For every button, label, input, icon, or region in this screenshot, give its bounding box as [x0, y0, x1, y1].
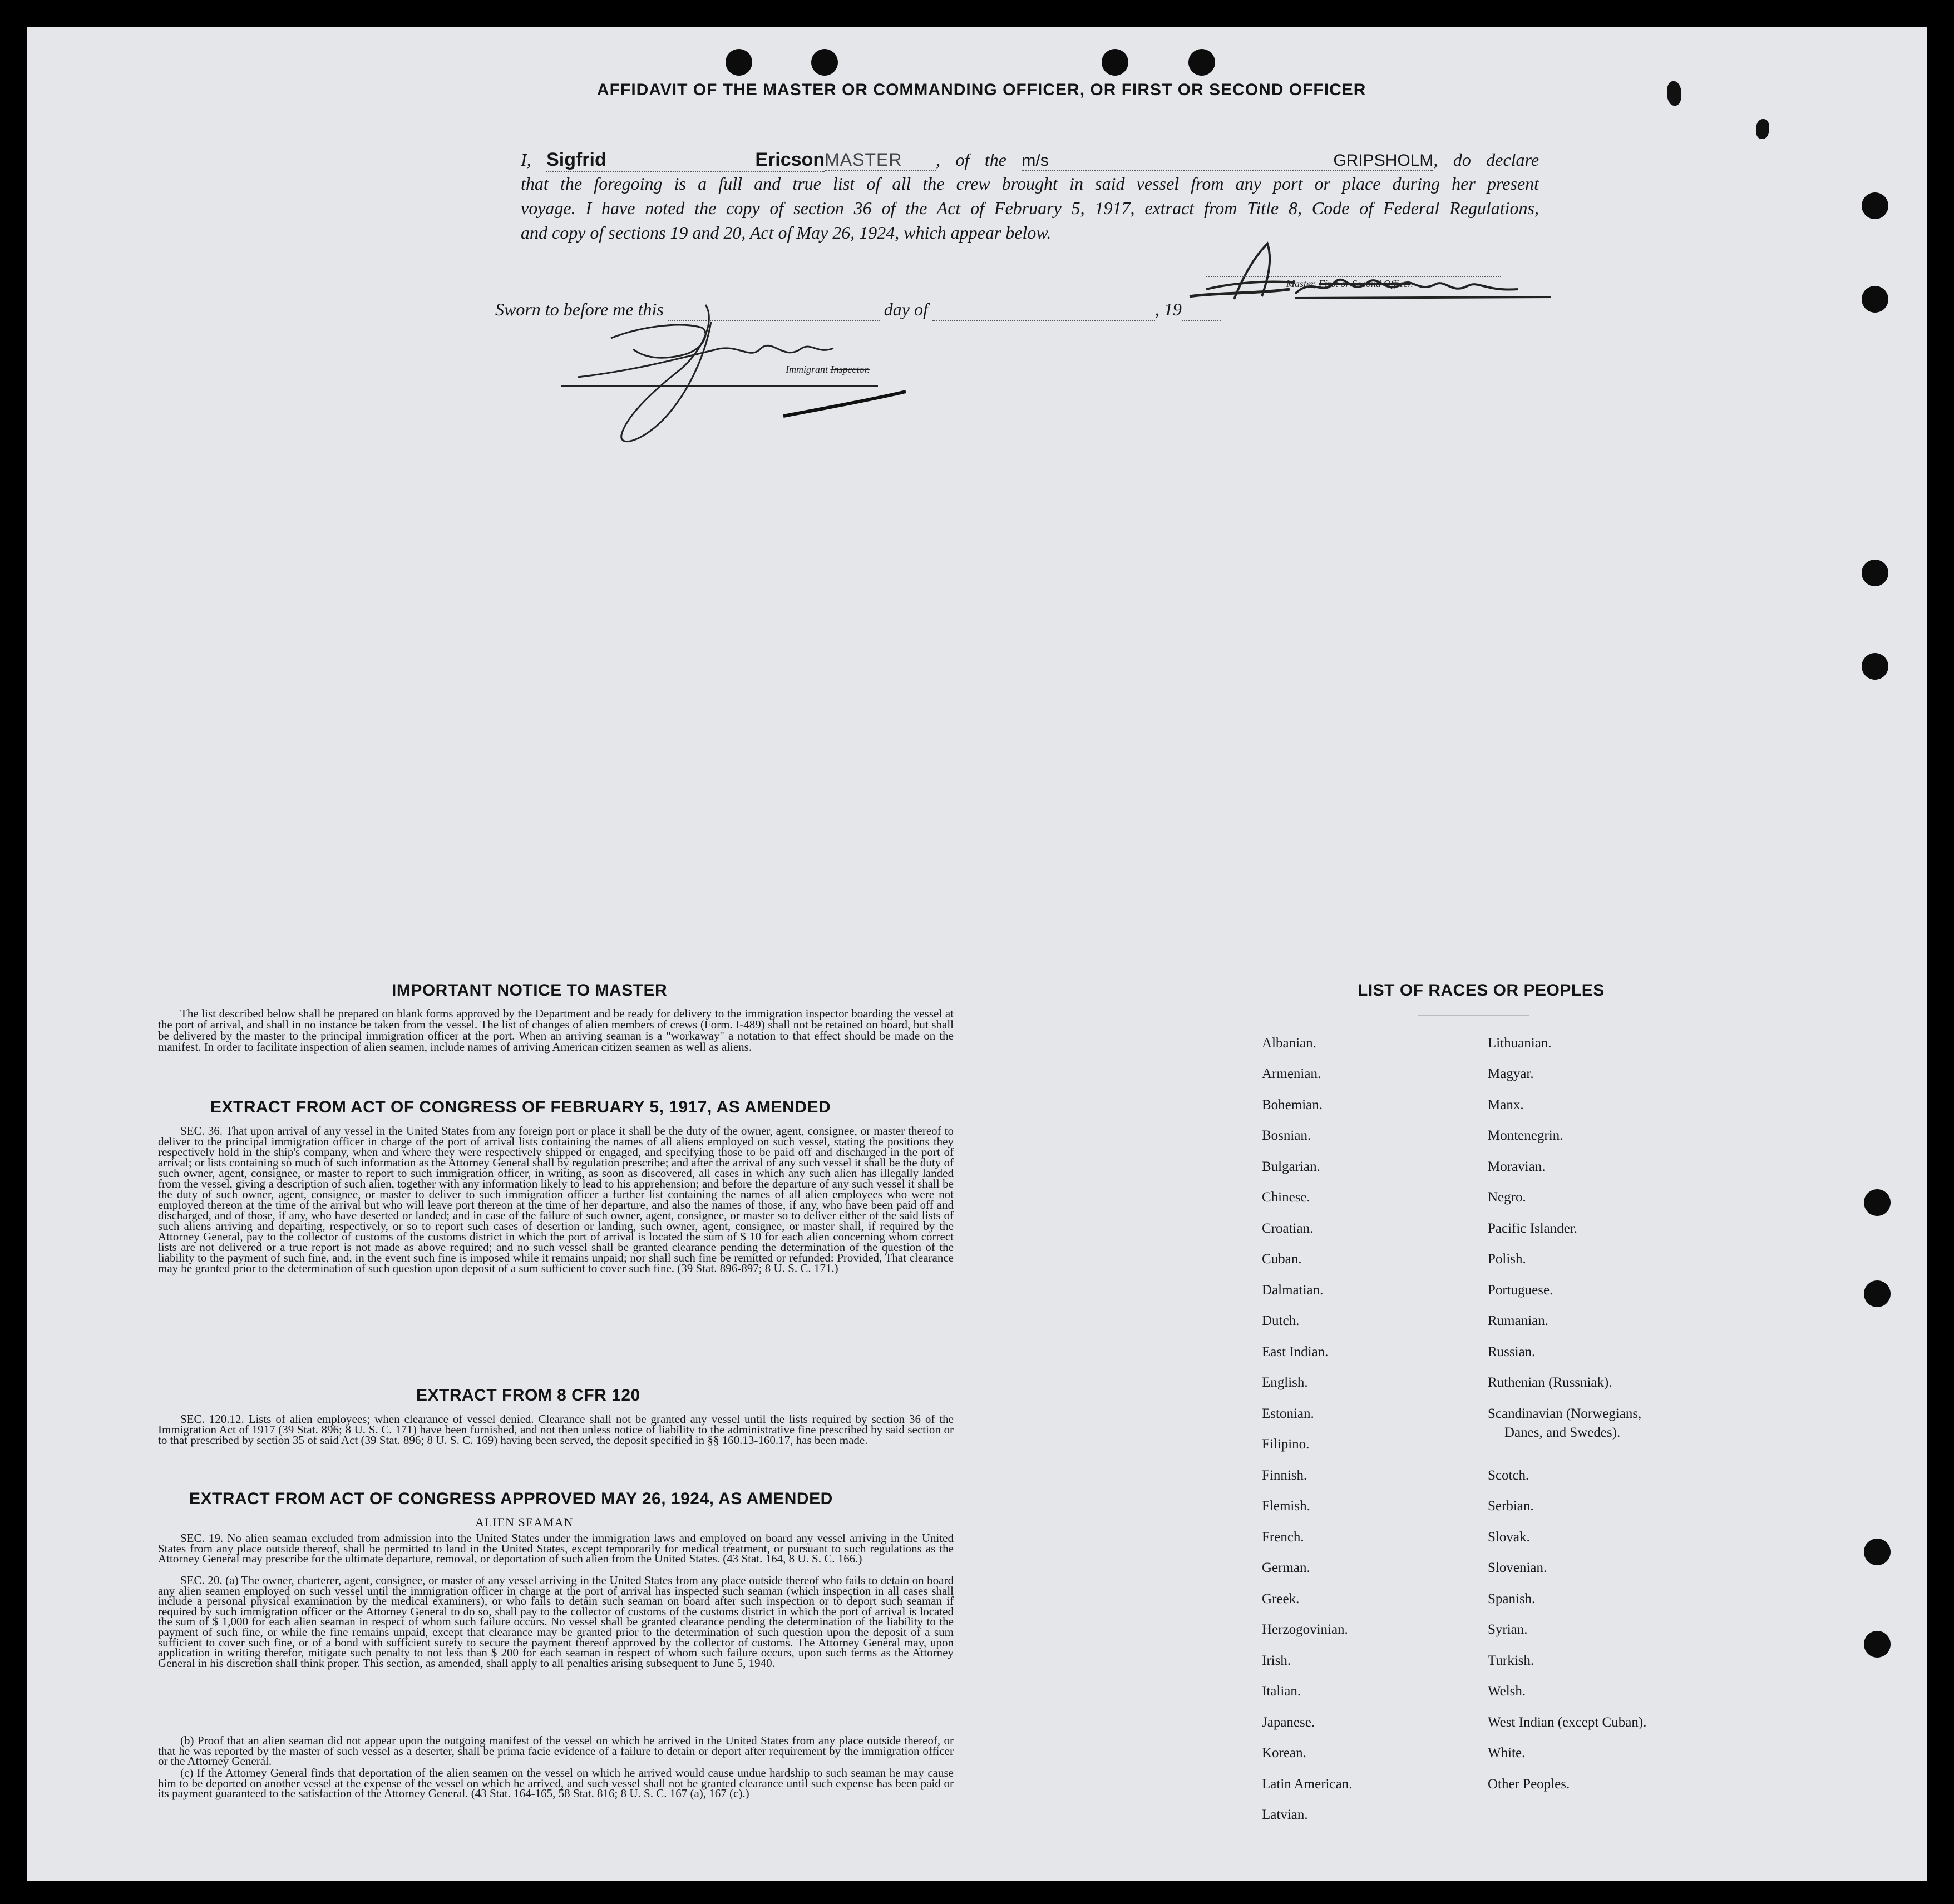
master-label-end: .	[1410, 278, 1413, 289]
race-left-item: English.	[1262, 1375, 1308, 1390]
race-left-item: French.	[1262, 1530, 1304, 1545]
edge-mark	[1667, 81, 1681, 106]
affidavit-line-4: and copy of sections 19 and 20, Act of May 26, 1924, which appear below.	[521, 222, 1052, 243]
race-right-item: Portuguese.	[1488, 1283, 1553, 1298]
race-right-item: Spanish.	[1488, 1591, 1536, 1606]
punch-hole	[811, 49, 838, 76]
punch-hole	[1862, 560, 1888, 586]
race-right-item: Scandinavian (Norwegians,	[1488, 1406, 1642, 1421]
punch-hole	[1864, 1189, 1891, 1216]
race-right-item: Turkish.	[1488, 1653, 1534, 1668]
master-label-underline	[1206, 276, 1501, 277]
extract-1924-subtitle: ALIEN SEAMAN	[475, 1515, 574, 1529]
race-left-item: Albanian.	[1262, 1036, 1316, 1051]
race-left-item: Latin American.	[1262, 1777, 1353, 1792]
affidavit-title: AFFIDAVIT OF THE MASTER OR COMMANDING OFFICER, OR FIRST OR SECOND OFFICER	[597, 81, 1366, 99]
race-right-item: Magyar.	[1488, 1066, 1534, 1081]
race-left-item: Korean.	[1262, 1745, 1306, 1760]
race-left-item: Croatian.	[1262, 1221, 1314, 1236]
inspector-label-plain: Immigrant	[786, 364, 828, 375]
notice-text: The list described below shall be prepared on blank forms approved by the Department and be ready for delivery to the immigration inspector boarding the vessel at the port of arrival, and shall in no instance be taken from the vessel. The list of changes of alien members of crews (Form. I-489) shall not be retained on board, but shall be delivered by the master to the principal immigration officer at the port. When an arriving seaman is a "workaway" a notation to that effect should be made on the manifest. In order to facilitate inspection of alien seamen, include names of arriving American citizen seamen as well as aliens.	[158, 1007, 954, 1054]
race-left-item: Dutch.	[1262, 1313, 1300, 1328]
document-page	[27, 27, 1927, 1881]
punch-hole	[1862, 192, 1888, 219]
extract-cfr-title: EXTRACT FROM 8 CFR 120	[416, 1386, 640, 1404]
race-left-item: Irish.	[1262, 1653, 1291, 1668]
master-signature	[1184, 227, 1573, 322]
race-right-item: Montenegrin.	[1488, 1128, 1563, 1143]
race-right-item: Danes, and Swedes).	[1504, 1425, 1621, 1440]
race-left-item: East Indian.	[1262, 1344, 1329, 1359]
race-right-item: Ruthenian (Russniak).	[1488, 1375, 1612, 1390]
race-left-item: Flemish.	[1262, 1499, 1310, 1514]
race-left-item: Bohemian.	[1262, 1097, 1323, 1112]
affidavit-line-3: voyage. I have noted the copy of section 36 of the Act of February 5, 1917, extract from Title 8, Code of Federal Regulations,	[521, 198, 1539, 218]
punch-hole	[1864, 1631, 1891, 1658]
vessel-name: m/s GRIPSHOLM	[1022, 151, 1434, 170]
rank-field	[825, 150, 936, 171]
races-title: LIST OF RACES OR PEOPLES	[1358, 981, 1605, 1000]
race-left-item: Bosnian.	[1262, 1128, 1311, 1143]
races-title-rule	[1418, 1015, 1529, 1016]
race-right-item: Manx.	[1488, 1097, 1524, 1112]
punch-hole	[1864, 1280, 1891, 1307]
race-right-item: Scotch.	[1488, 1468, 1529, 1483]
punch-hole	[1864, 1539, 1891, 1565]
punch-hole	[1188, 49, 1215, 76]
race-left-item: Greek.	[1262, 1591, 1300, 1606]
extract-1924-sec20c: (c) If the Attorney General finds that deportation of the alien seamen on the vessel on which he arrived would cause undue hardship to such seaman he may cause him to be deported on another vessel at the expense of the vessel on which he arrived, and such vessel shall not be granted clearance until such expense has been paid or its payment guaranteed to the satisfaction of the Attorney General. (43 Stat. 164-165, 58 Stat. 816; 8 U. S. C. 167 (a), 167 (c).)	[158, 1766, 954, 1801]
race-left-item: Dalmatian.	[1262, 1283, 1324, 1298]
race-left-item: Estonian.	[1262, 1406, 1314, 1421]
race-left-item: Italian.	[1262, 1684, 1301, 1699]
extract-1917-title: EXTRACT FROM ACT OF CONGRESS OF FEBRUARY 5, 1917, AS AMENDED	[210, 1098, 831, 1116]
punch-hole	[726, 49, 752, 76]
race-left-item: Finnish.	[1262, 1468, 1307, 1483]
race-left-item: Herzogovinian.	[1262, 1622, 1348, 1637]
race-left-item: German.	[1262, 1560, 1310, 1575]
race-left-item: Latvian.	[1262, 1807, 1308, 1822]
race-right-item: Polish.	[1488, 1252, 1526, 1267]
inspector-signature-label	[786, 364, 870, 375]
race-right-item: Negro.	[1488, 1190, 1526, 1205]
vessel-field	[1022, 150, 1433, 171]
year-prefix: , 19	[1154, 299, 1182, 319]
race-left-item: Filipino.	[1262, 1437, 1310, 1452]
punch-hole	[1862, 286, 1888, 313]
sworn-label: Sworn to before me this	[495, 299, 664, 319]
race-left-item: Chinese.	[1262, 1190, 1310, 1205]
race-left-item: Bulgarian.	[1262, 1159, 1320, 1174]
race-right-item: Syrian.	[1488, 1622, 1528, 1637]
race-right-item: Lithuanian.	[1488, 1036, 1552, 1051]
extract-1924-title: EXTRACT FROM ACT OF CONGRESS APPROVED MAY 26, 1924, AS AMENDED	[189, 1490, 833, 1508]
race-right-item: Welsh.	[1488, 1684, 1526, 1699]
inspector-label-struck: Inspector.	[830, 364, 870, 375]
extract-1917-text: SEC. 36. That upon arrival of any vessel in the United States from any foreign port or place it shall be the duty of the owner, agent, consignee, or master thereof to deliver to the principal immigration officer in charge of the port of arrival lists containing the names of all aliens employed on such vessel, stating the positions they respectively hold in the ship's company, when and where they were respectively shipped or engaged, and specifying those to be paid off and discharged in the port of arrival; or lists containing so much of such information as the Attorney General shall by regulation prescribe; and after the arrival of any such vessel it shall be the duty of such owner, agent, consignee, or master to report to such immigration officer, in writing, as soon as discovered, all cases in which any such alien has illegally landed from the vessel, giving a description of such alien, together with any information likely to lead to his apprehension; and before the departure of any such vessel it shall be the duty of such owner, agent, consignee, or master to deliver to such immigration officer a further list containing the names of all alien employees who were not employed thereon at the time of the arrival but who will leave port thereon at the time of her departure, and also the names of those, if any, who have been paid off and discharged, and of those, if any, who have deserted or landed; and in case of the failure of such owner, agent, consignee, or master so to deliver either of the said lists of such aliens arriving and departing, respectively, or so to report such cases of desertion or landing, such owner, agent, consignee, or master shall, if required by the Attorney General, pay to the collector of customs of the customs district in which the port of arrival is located the sum of $ 10 for each alien concerning whom correct lists are not delivered or a true report is not made as above required; and no such vessel shall be granted clearance pending the determination of the question of the liability to the payment of such fine, and, in the event such fine is imposed while it remains unpaid; nor shall such fine be remitted or refunded: Provided, That clearance may be granted prior to the determination of such question upon deposit of a sum sufficient to cover such fine. (39 Stat. 896-897; 8 U. S. C. 171.)	[158, 1124, 954, 1275]
master-name: Sigfrid Ericson	[546, 149, 825, 170]
rank-stamp: MASTER	[825, 150, 902, 170]
race-right-item: Slovenian.	[1488, 1560, 1547, 1575]
race-right-item: Other Peoples.	[1488, 1777, 1570, 1792]
punch-hole	[1102, 49, 1128, 76]
of-the-label: , of the	[936, 150, 1006, 170]
race-right-item: Moravian.	[1488, 1159, 1546, 1174]
extract-1924-sec19: SEC. 19. No alien seaman excluded from admission into the United States under the immigration laws and employed on board any vessel arriving in the United States from any place outside thereof, shall be permitted to land in the United States, except temporarily for medical treatment, or pursuant to such regulations as the Attorney General may prescribe for the ultimate departure, removal, or deportation of such alien from the United States. (43 Stat. 164, 8 U. S. C. 166.)	[158, 1531, 954, 1566]
affidavit-line-1	[521, 149, 1539, 172]
race-left-item: Japanese.	[1262, 1715, 1315, 1730]
day-of-label: day of	[884, 299, 928, 319]
race-right-item: West Indian (except Cuban).	[1488, 1715, 1647, 1730]
notice-title: IMPORTANT NOTICE TO MASTER	[392, 981, 668, 1000]
edge-mark	[1756, 119, 1769, 139]
race-right-item: Russian.	[1488, 1344, 1536, 1359]
master-label-struck: First or Second Officer	[1319, 278, 1411, 289]
inspector-signature	[550, 288, 973, 455]
punch-hole	[1862, 653, 1888, 680]
sworn-year-field	[1182, 299, 1221, 321]
race-right-item: Rumanian.	[1488, 1313, 1549, 1328]
race-right-item: White.	[1488, 1745, 1526, 1760]
race-right-item: Serbian.	[1488, 1499, 1534, 1514]
do-declare-label: , do declare	[1433, 150, 1539, 170]
master-label-plain: Master,	[1286, 278, 1316, 289]
race-right-item: Pacific Islander.	[1488, 1221, 1578, 1236]
race-right-item: Slovak.	[1488, 1530, 1530, 1545]
master-signature-label	[1286, 278, 1413, 290]
extract-cfr-text: SEC. 120.12. Lists of alien employees; when clearance of vessel denied. Clearance shall not be granted any vessel until the lists required by section 36 of the Immigration Act of 1917 (39 Stat. 896; 8 U. S. C. 171) have been furnished, and not then unless notice of liability to the administrative fine prescribed by said section or to that prescribed by section 35 of said Act (39 Stat. 896; 8 U. S. C. 169) having been served, the deposit specified in §§ 160.13-160.17, has been made.	[158, 1412, 954, 1447]
race-left-item: Cuban.	[1262, 1252, 1302, 1267]
i-label: I,	[521, 150, 531, 170]
race-left-item: Armenian.	[1262, 1066, 1321, 1081]
extract-1924-sec20b: (b) Proof that an alien seaman did not appear upon the outgoing manifest of the vessel on which he arrived in the United States from any place outside thereof, or that he was reported by the master of such vessel as a deserter, shall be prima facie evidence of a failure to detain or deport after requirement by the immigration officer or the Attorney General.	[158, 1734, 954, 1768]
extract-1924-sec20a: SEC. 20. (a) The owner, charterer, agent, consignee, or master of any vessel arriving in the United States from any place outside thereof who fails to detain on board any alien seamen employed on such vessel until the immigration officer in charge at the port of arrival has inspected such seaman (which inspection in all cases shall include a personal physical examination by the medical examiners), or who fails to detain such seaman on board after such inspection or to deport such seaman if required by such immigration officer or the Attorney General to do so, shall pay to the collector of customs of the customs district in which the port of arrival is located the sum of $ 1,000 for each alien seaman in respect of whom such failure occurs. No vessel shall be granted clearance pending the determination of the liability to the payment of such fine, or while the fine remains unpaid, except that clearance may be granted prior to the determination of such question upon the deposit of a sum sufficient to cover such fine, or of a bond with sufficient surety to secure the payment thereof approved by the collector of customs. The Attorney General may, upon application in writing therefor, mitigate such penalty to not less than $ 200 for each seaman in respect of whom such failure occurs, upon such terms as the Attorney General in his discretion shall think proper. This section, as amended, shall apply to all penalties arising subsequent to June 5, 1940.	[158, 1574, 954, 1670]
master-name-field	[546, 149, 825, 172]
affidavit-line-2: that the foregoing is a full and true list of all the crew brought in said vessel from any port or place during her present	[521, 174, 1539, 194]
